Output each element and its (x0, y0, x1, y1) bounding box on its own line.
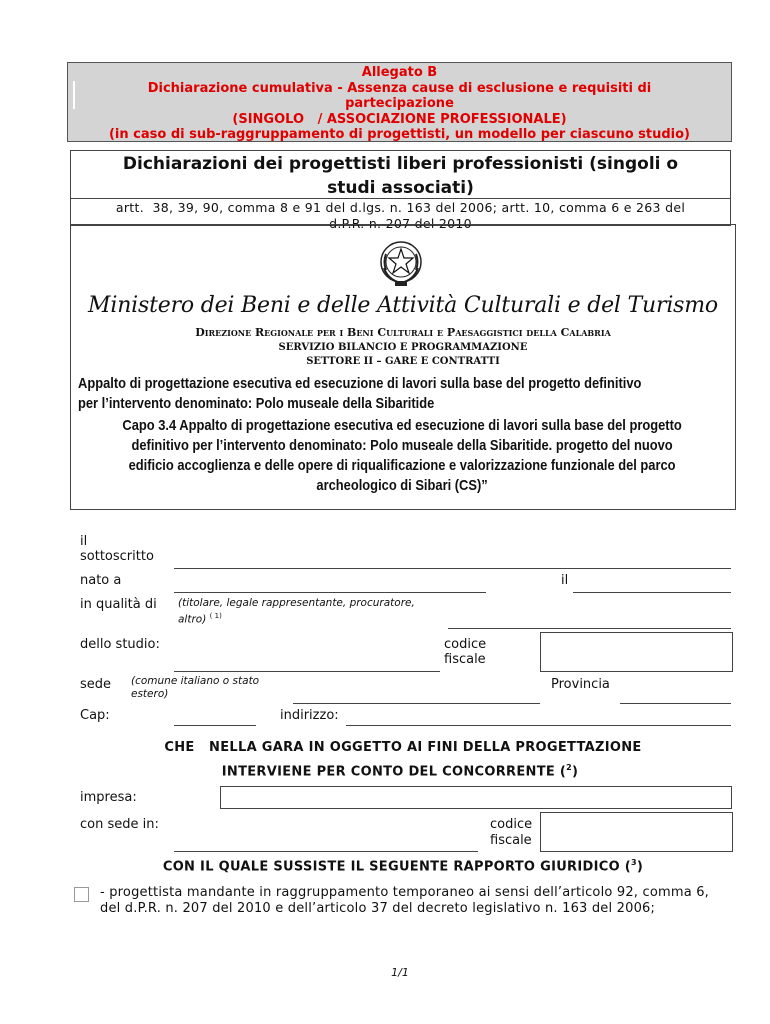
impresa-underline (220, 808, 732, 809)
title-line1: Dichiarazioni dei progettisti liberi professionisti (singoli o (122, 154, 679, 174)
footnote-2: 2 (566, 763, 572, 772)
che-heading-line1: CHE NELLA GARA IN OGGETTO AI FINI DELLA PROGETTAZIONE (164, 740, 642, 755)
codice-fiscale-studio-underline (540, 671, 732, 672)
servizio-label: SERVIZIO BILANCIO E PROGRAMMAZIONE (278, 342, 528, 353)
capo-line1: Capo 3.4 Appalto di progettazione esecutiva ed esecuzione di lavori sulla base del progetto (122, 417, 682, 434)
page-number: 1/1 (391, 966, 409, 979)
sottoscritto-field[interactable] (174, 568, 731, 569)
data-nascita-field[interactable] (573, 592, 731, 593)
codice-fiscale-impresa-field[interactable] (540, 812, 733, 852)
allegato-line2: partecipazione (345, 96, 454, 111)
qualita-hint-line2 (178, 610, 415, 627)
capo-line4: archeologico di Sibari (CS)” (316, 477, 488, 494)
appalto-description (78, 374, 728, 414)
rapporto-heading (0, 858, 770, 874)
qualita-hint (178, 597, 415, 627)
rapporto-heading-close: ) (636, 859, 644, 875)
articles-line1: artt. 38, 39, 90, comma 8 e 91 del d.lgs. n. 163 del 2006; artt. 10, comma 6 e 263 del (115, 200, 686, 215)
indirizzo-label: indirizzo: (280, 708, 339, 723)
title-box (70, 150, 731, 231)
fiscale-label: fiscale (444, 652, 486, 667)
sede-hint (131, 675, 259, 701)
settore-label: SETTORE II – GARE E CONTRATTI (306, 356, 500, 367)
che-heading-close: ) (571, 764, 579, 780)
rapporto-heading-text: CON IL QUALE SUSSISTE IL SEGUENTE RAPPORTO GIURIDICO ( (162, 859, 631, 875)
qualita-hint-line1: (titolare, legale rappresentante, procuratore, (178, 597, 415, 609)
allegato-line4: (in caso di sub-raggruppamento di progettisti, un modello per ciascuno studio) (108, 127, 691, 142)
mandante-clause: - progettista mandante in raggruppamento temporaneo ai sensi dell’articolo 92, comma 6, del d.P.R. n. 207 del 2010 e dell’articolo 37 del decreto legislativo n. 163 del 2006; (100, 885, 710, 916)
republic-emblem-icon (378, 238, 424, 288)
footnote-1: ( 1) (209, 612, 222, 620)
appalto-line1: Appalto di progettazione esecutiva ed esecuzione di lavori sulla base del progetto definitivo (78, 375, 642, 392)
in-qualita-label: in qualità di (80, 597, 157, 612)
qualita-field[interactable] (448, 628, 731, 629)
indirizzo-field[interactable] (346, 725, 731, 726)
allegato-line3: (SINGOLO / ASSOCIAZIONE PROFESSIONALE) (232, 111, 567, 127)
header-marker (73, 81, 75, 109)
sede-hint-line1: (comune italiano o stato (131, 675, 260, 687)
codice-label: codice (444, 637, 487, 652)
cap-label: Cap: (80, 708, 110, 723)
provincia-label: Provincia (551, 677, 610, 692)
codice2-label: codice (490, 817, 533, 832)
codice-fiscale-studio-field[interactable] (540, 632, 733, 672)
direzione-regionale: Direzione Regionale per i Beni Culturali e Paesaggistici della Calabria (195, 326, 611, 339)
dello-studio-field[interactable] (174, 671, 440, 672)
codice-fiscale-impresa-underline (540, 851, 732, 852)
appalto-line2: per l’intervento denominato: Polo museale della Sibaritide (78, 395, 435, 412)
title-divider (71, 198, 730, 199)
mandante-checkbox[interactable] (74, 887, 89, 902)
capo-line3: edificio accoglienza e delle opere di riqualificazione e valorizzazione funzionale del parco (128, 457, 676, 474)
il-label: il (80, 534, 88, 549)
sede-field[interactable] (293, 703, 540, 704)
allegato-header (67, 62, 732, 142)
sede-label: sede (80, 677, 112, 692)
articles-line2: d.P.R. n. 207 del 2010 (329, 216, 472, 231)
fiscale2-label: fiscale (490, 833, 532, 848)
allegato-line1: Dichiarazione cumulativa - Assenza cause di esclusione e requisiti di (147, 80, 652, 96)
che-heading-text: INTERVIENE PER CONTO DEL CONCORRENTE ( (221, 764, 567, 780)
con-sede-in-label: con sede in: (80, 817, 159, 832)
sede-hint-line2: estero) (131, 688, 169, 700)
qualita-hint-text: altro) (178, 613, 207, 626)
dello-studio-label: dello studio: (80, 637, 160, 652)
impresa-label: impresa: (80, 790, 137, 805)
ministry-name: Ministero dei Beni e delle Attività Culturali e del Turismo (88, 293, 718, 318)
impresa-field[interactable] (220, 786, 732, 809)
provincia-field[interactable] (620, 703, 731, 704)
che-heading-line2 (0, 763, 770, 779)
footnote-3: 3 (631, 858, 637, 867)
nato-a-field[interactable] (174, 592, 486, 593)
title-line2: studi associati) (327, 178, 474, 198)
con-sede-in-field[interactable] (174, 851, 478, 852)
cap-field[interactable] (174, 725, 256, 726)
nato-a-label: nato a (80, 573, 122, 588)
capo-description (77, 416, 727, 496)
sottoscritto-label: sottoscritto (80, 549, 154, 564)
allegato-title: Allegato B (361, 65, 438, 80)
il-date-label: il (561, 573, 569, 588)
capo-line2: definitivo per l’intervento denominato: Polo museale della Sibaritide. progetto del nuovo (131, 437, 673, 454)
